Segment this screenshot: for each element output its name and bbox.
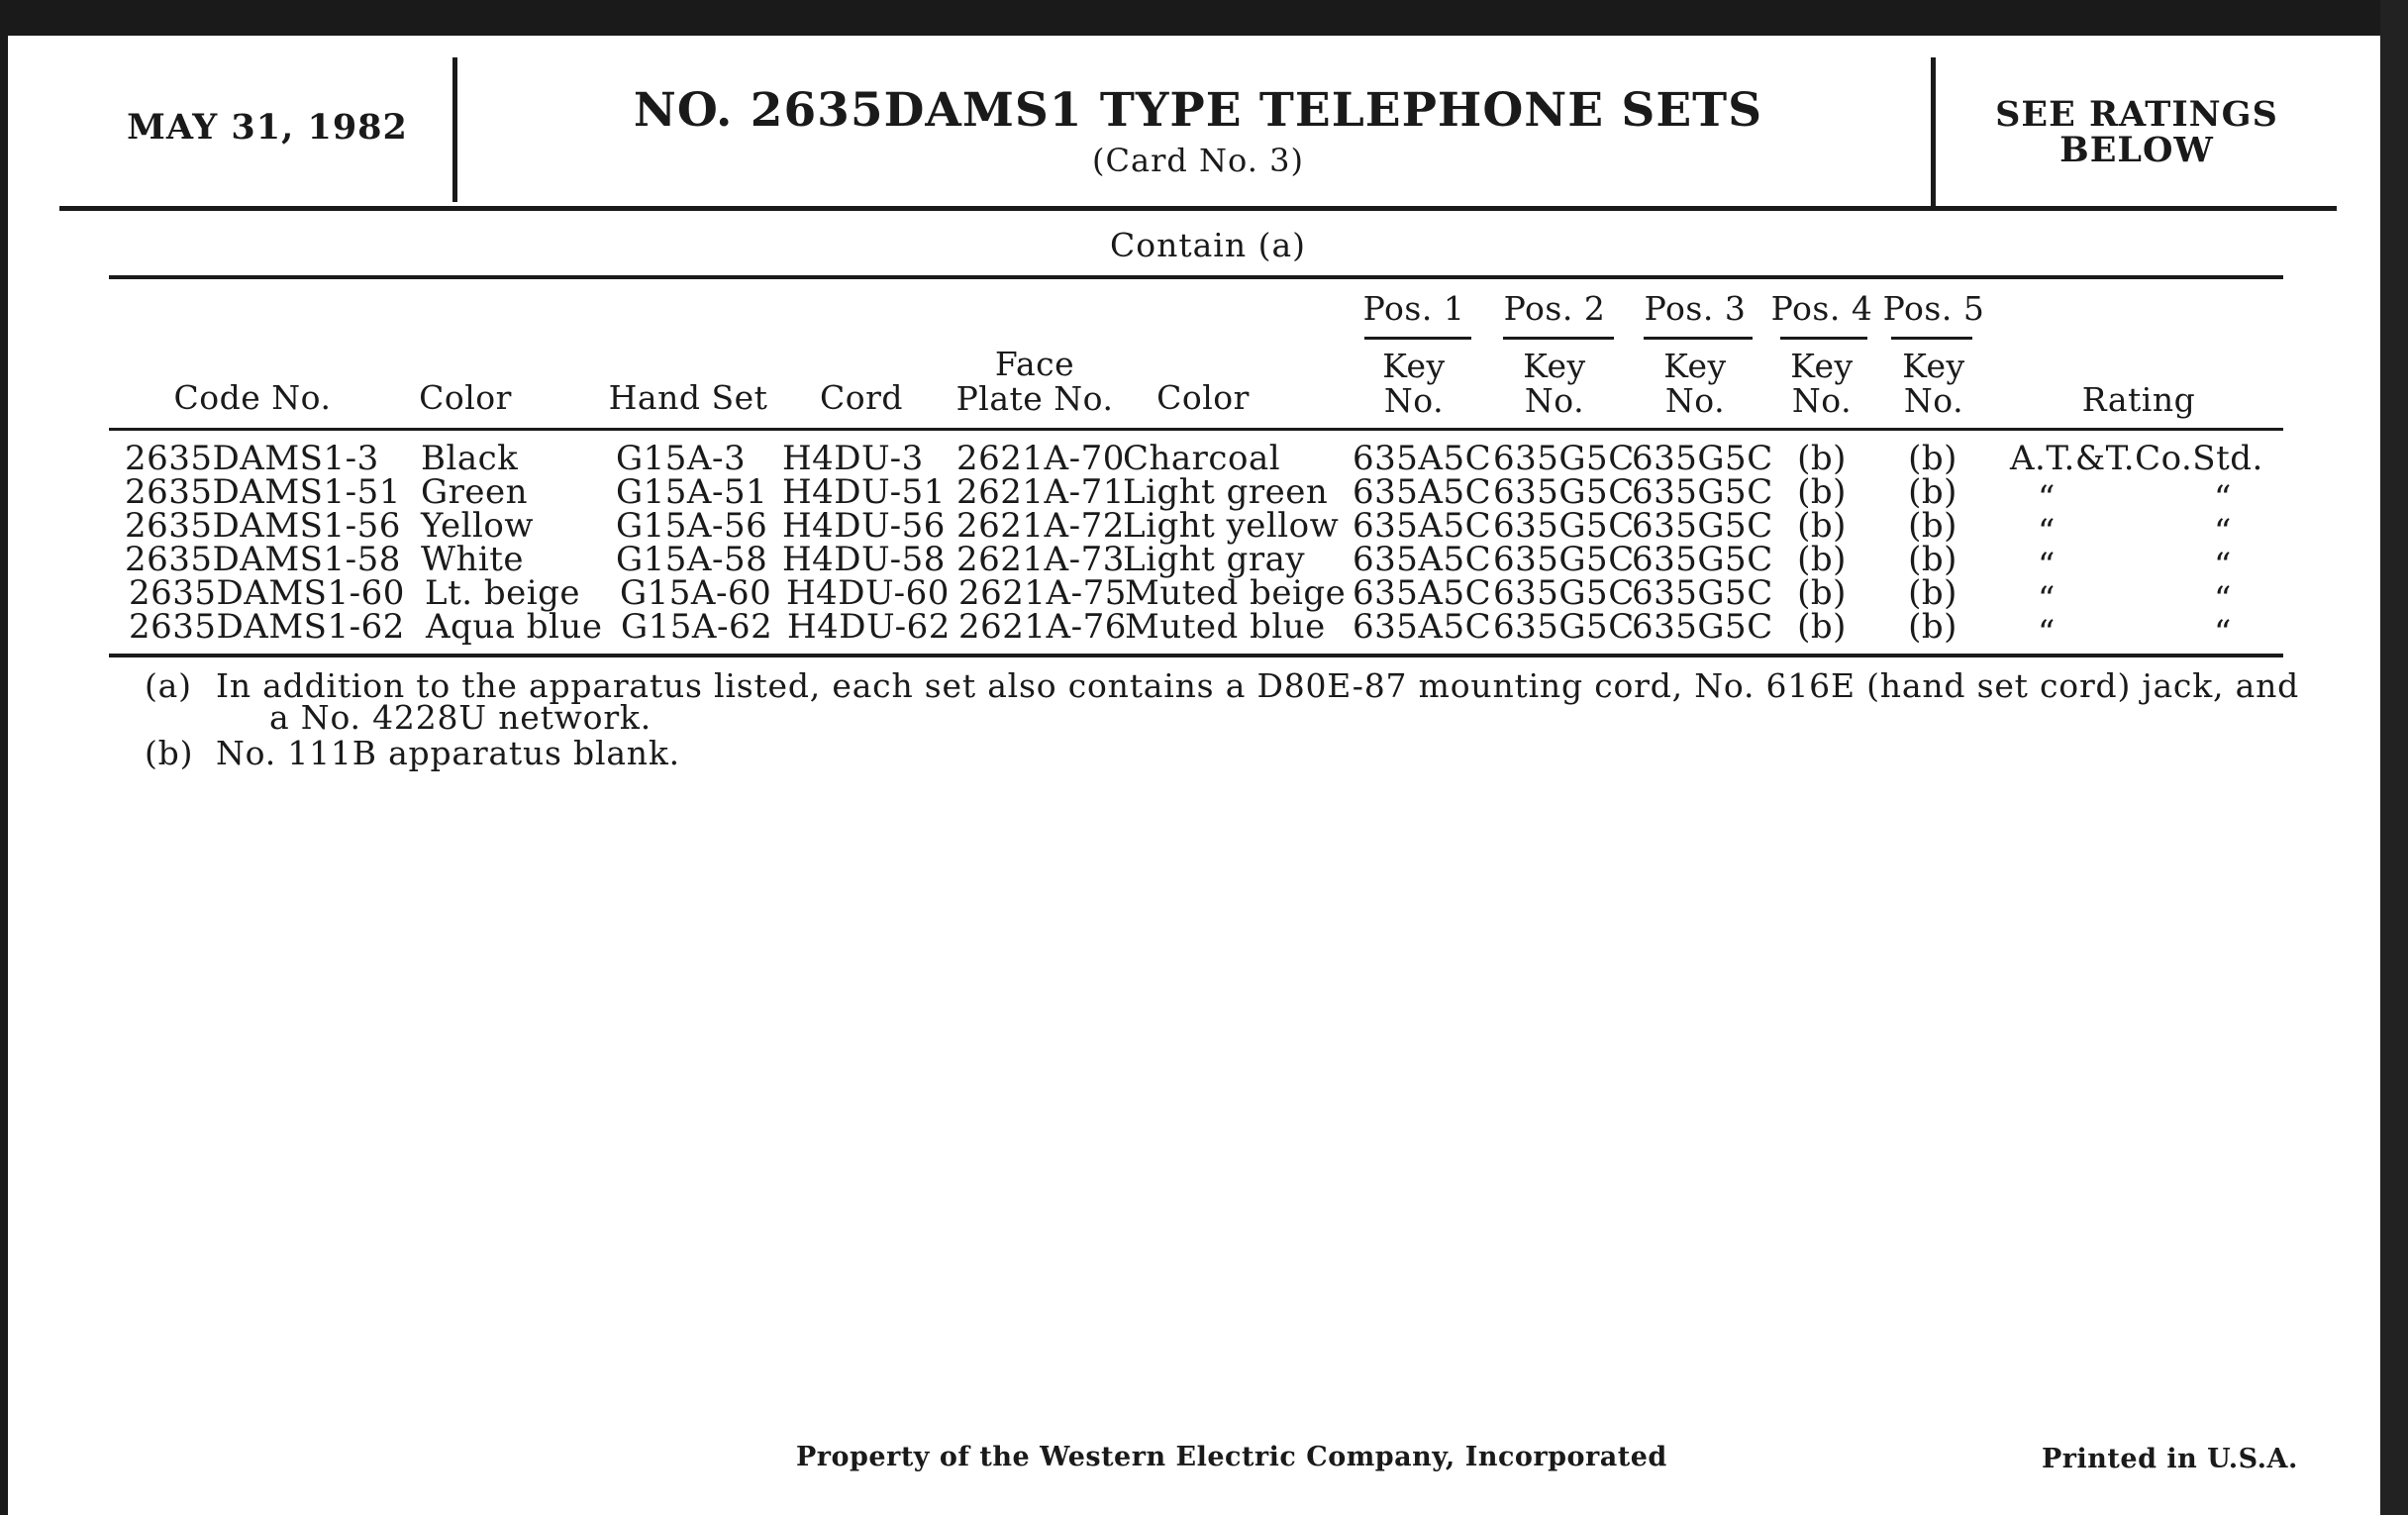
cell-pos1: 635A5C (1353, 472, 1492, 512)
header-divider-right (1931, 57, 1936, 206)
cell-handset: G15A-58 (616, 540, 768, 579)
cell-faceplate: 2621A-75 (958, 573, 1127, 613)
cell-faceplate: 2621A-70 (956, 439, 1125, 478)
cell-pos1: 635A5C (1353, 607, 1492, 647)
col-header-code: Code No. (173, 378, 332, 417)
cell-pos4: (b) (1797, 439, 1847, 478)
rating-note (1970, 94, 2303, 170)
pos-4-rule (1780, 337, 1867, 340)
cell-color: Green (421, 472, 529, 512)
cell-pos5: (b) (1908, 506, 1957, 546)
cell-faceplate: 2621A-76 (958, 607, 1127, 647)
cell-rating-ditto-b: “ (2214, 512, 2232, 552)
note-b-text: No. 111B apparatus blank. (216, 734, 680, 772)
cell-cord: H4DU-60 (786, 573, 950, 613)
cell-pos2: 635G5C (1493, 506, 1635, 546)
cell-pos1: 635A5C (1353, 506, 1492, 546)
printed-notice: Printed in U.S.A. (2042, 1444, 2298, 1474)
cell-pos4: (b) (1797, 506, 1847, 546)
scan-edge (2380, 0, 2408, 1515)
cell-pos5: (b) (1908, 573, 1957, 613)
cell-pos3: 635G5C (1632, 439, 1773, 478)
pos-1-label: Pos. 1 (1362, 289, 1465, 328)
cell-cord: H4DU-62 (787, 607, 951, 647)
col-header-key-1 (1364, 349, 1463, 418)
cell-code: 2635DAMS1-62 (129, 607, 405, 647)
pos-3-rule (1644, 337, 1753, 340)
cell-handset: G15A-3 (616, 439, 747, 478)
cell-code: 2635DAMS1-58 (125, 540, 401, 579)
cell-pos1: 635A5C (1353, 540, 1492, 579)
cell-pos2: 635G5C (1493, 439, 1635, 478)
key-label: Key (1663, 347, 1727, 385)
cell-code: 2635DAMS1-3 (125, 439, 379, 478)
cell-rating-ditto-b: “ (2214, 546, 2232, 585)
col-header-faceplate-line2: Plate No. (955, 379, 1114, 418)
document-subtitle: (Card No. 3) (1092, 142, 1304, 179)
table-bottom-rule (109, 654, 2283, 657)
cell-rating-ditto-a: “ (2038, 579, 2056, 619)
cell-fp-color: Light green (1123, 472, 1329, 512)
cell-pos4: (b) (1797, 573, 1847, 613)
key-label: Key (1790, 347, 1854, 385)
cell-color: Lt. beige (425, 573, 581, 613)
cell-rating-ditto-b: “ (2214, 478, 2232, 518)
document-title: NO. 2635DAMS1 TYPE TELEPHONE SETS (633, 83, 1763, 138)
col-header-handset: Hand Set (608, 378, 768, 417)
cell-pos5: (b) (1908, 540, 1957, 579)
cell-cord: H4DU-56 (782, 506, 946, 546)
cell-color: Aqua blue (426, 607, 603, 647)
cell-pos5: (b) (1908, 607, 1957, 647)
cell-fp-color: Light gray (1123, 540, 1306, 579)
cell-faceplate: 2621A-73 (956, 540, 1125, 579)
cell-handset: G15A-51 (616, 472, 768, 512)
col-header-key-4 (1772, 349, 1871, 418)
pos-2-rule (1503, 337, 1614, 340)
cell-fp-color: Muted beige (1125, 573, 1347, 613)
note-a-text: In addition to the apparatus listed, each set also contains a D80E-87 mounting cord, No. 616E (hand set cord) jack, and (216, 666, 2300, 705)
no-label: No. (1524, 381, 1585, 420)
cell-fp-color: Muted blue (1125, 607, 1326, 647)
no-label: No. (1791, 381, 1853, 420)
cell-pos1: 635A5C (1353, 439, 1492, 478)
cell-code: 2635DAMS1-60 (129, 573, 405, 613)
no-label: No. (1664, 381, 1726, 420)
cell-cord: H4DU-58 (782, 540, 946, 579)
col-header-cord: Cord (819, 378, 904, 417)
pos-5-rule (1891, 337, 1972, 340)
cell-pos5: (b) (1908, 439, 1957, 478)
cell-handset: G15A-62 (621, 607, 773, 647)
cell-rating: A.T.&T.Co.Std. (2010, 439, 2263, 478)
cell-pos4: (b) (1797, 607, 1847, 647)
pos-5-label: Pos. 5 (1882, 289, 1985, 328)
col-header-fp-color: Color (1156, 378, 1250, 417)
cell-handset: G15A-60 (620, 573, 772, 613)
cell-pos2: 635G5C (1493, 540, 1635, 579)
cell-rating-ditto-a: “ (2038, 613, 2056, 653)
document-date: MAY 31, 1982 (127, 107, 408, 148)
cell-rating-ditto-b: “ (2214, 613, 2232, 653)
cell-pos5: (b) (1908, 472, 1957, 512)
col-header-key-5 (1884, 349, 1983, 418)
property-notice: Property of the Western Electric Company, Incorporated (796, 1442, 1667, 1472)
rating-note-line2: BELOW (2059, 130, 2214, 170)
header-divider-left (452, 57, 457, 202)
cell-pos1: 635A5C (1353, 573, 1492, 613)
pos-2-label: Pos. 2 (1503, 289, 1606, 328)
table-header-rule (109, 428, 2283, 431)
note-b-label: (b) (145, 734, 194, 772)
note-a-continuation: a No. 4228U network. (269, 698, 652, 737)
cell-fp-color: Light yellow (1123, 506, 1340, 546)
note-a-label: (a) (145, 666, 192, 705)
cell-pos2: 635G5C (1493, 573, 1635, 613)
col-header-faceplate-line1: Face (994, 345, 1075, 383)
cell-rating-ditto-a: “ (2038, 546, 2056, 585)
document-title-block (465, 83, 1931, 179)
col-header-key-3 (1646, 349, 1745, 418)
cell-pos4: (b) (1797, 540, 1847, 579)
cell-code: 2635DAMS1-56 (125, 506, 401, 546)
col-header-color: Color (419, 378, 512, 417)
cell-color: Black (421, 439, 519, 478)
cell-color: White (421, 540, 525, 579)
no-label: No. (1903, 381, 1964, 420)
cell-code: 2635DAMS1-51 (125, 472, 401, 512)
key-label: Key (1382, 347, 1446, 385)
contain-label: Contain (a) (1109, 226, 1307, 264)
key-label: Key (1902, 347, 1965, 385)
cell-rating-ditto-a: “ (2038, 478, 2056, 518)
col-header-key-2 (1505, 349, 1604, 418)
cell-handset: G15A-56 (616, 506, 768, 546)
pos-4-label: Pos. 4 (1770, 289, 1873, 328)
cell-cord: H4DU-51 (782, 472, 946, 512)
col-header-faceplate (951, 347, 1119, 416)
cell-fp-color: Charcoal (1123, 439, 1281, 478)
col-header-rating: Rating (2081, 380, 2196, 419)
cell-pos3: 635G5C (1632, 540, 1773, 579)
cell-pos2: 635G5C (1493, 607, 1635, 647)
cell-pos3: 635G5C (1632, 573, 1773, 613)
cell-color: Yellow (421, 506, 534, 546)
no-label: No. (1383, 381, 1445, 420)
cell-pos3: 635G5C (1632, 607, 1773, 647)
cell-rating-ditto-b: “ (2214, 579, 2232, 619)
pos-1-rule (1364, 337, 1471, 340)
header-rule (59, 206, 2337, 211)
cell-pos3: 635G5C (1632, 506, 1773, 546)
cell-pos2: 635G5C (1493, 472, 1635, 512)
cell-faceplate: 2621A-71 (956, 472, 1125, 512)
key-label: Key (1523, 347, 1586, 385)
cell-pos3: 635G5C (1632, 472, 1773, 512)
cell-cord: H4DU-3 (782, 439, 924, 478)
pos-3-label: Pos. 3 (1644, 289, 1747, 328)
rating-note-line1: SEE RATINGS (1995, 94, 2278, 135)
cell-pos4: (b) (1797, 472, 1847, 512)
table-top-rule (109, 275, 2283, 279)
cell-rating-ditto-a: “ (2038, 512, 2056, 552)
cell-faceplate: 2621A-72 (956, 506, 1125, 546)
